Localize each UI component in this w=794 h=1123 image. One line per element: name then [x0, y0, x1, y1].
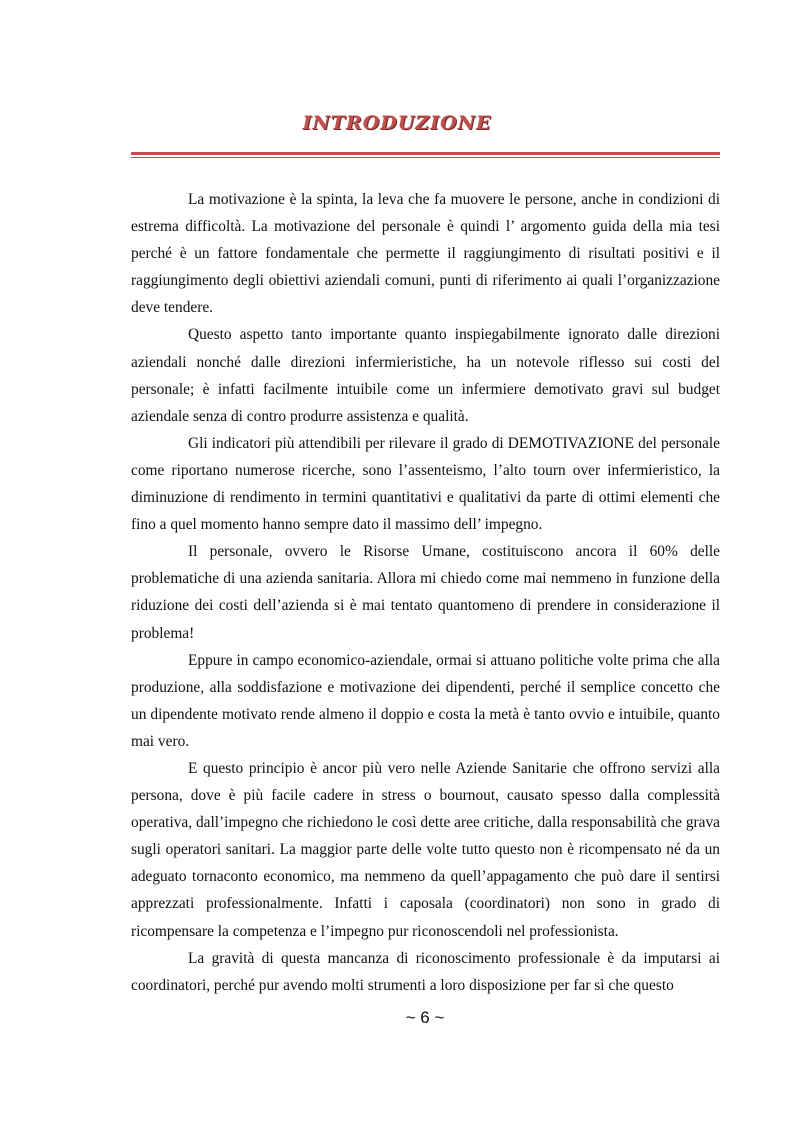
body-text	[131, 186, 720, 999]
paragraph: Il personale, ovvero le Risorse Umane, costituiscono ancora il 60% delle problematiche di una azienda sanitaria. Allora mi chiedo come mai nemmeno in funzione della riduzione dei costi dell’azienda si è mai tentato quantomeno di prendere in considerazione il problema!	[131, 543, 720, 642]
paragraph: La gravità di questa mancanza di riconoscimento professionale è da imputarsi ai coordinatori, perché pur avendo molti strumenti a loro disposizione per far sì che questo	[131, 949, 720, 994]
paragraph: Eppure in campo economico-aziendale, ormai si attuano politiche volte prima che alla produzione, alla soddisfazione e motivazione dei dipendenti, perché il semplice concetto che un dipendente motivato rende almeno il doppio e costa la metà è tanto ovvio e intuibile, quanto mai vero.	[131, 651, 720, 750]
title-underline-thin	[131, 157, 720, 158]
page-number: ~ 6 ~	[405, 1008, 445, 1027]
chapter-title: INTRODUZIONE	[302, 112, 492, 134]
paragraph: Gli indicatori più attendibili per rilevare il grado di DEMOTIVAZIONE del personale come riportano numerose ricerche, sono l’assenteismo, l’alto tourn over infermieristico, la diminuzione di rendimento in termini quantitativi e qualitativi da parte di ottimi elementi che fino a quel momento hanno sempre dato il massimo dell’ impegno.	[131, 434, 720, 534]
paragraph: La motivazione è la spinta, la leva che fa muovere le persone, anche in condizioni di estrema difficoltà. La motivazione del personale è quindi l’ argomento guida della mia tesi perché è un fattore fondamentale che permette il raggiungimento di risultati positivi e il raggiungimento degli obiettivi aziendali comuni, punti di riferimento ai quali l’organizzazione deve tendere.	[131, 191, 720, 317]
paragraph: E questo principio è ancor più vero nelle Aziende Sanitarie che offrono servizi alla persona, dove è più facile cadere in stress o bournout, causato spesso dalla complessità operativa, dall’impegno che richiedono le così dette aree critiche, dalla responsabilità che grava sugli operatori sanitari. La maggior parte delle volte tutto questo non è ricompensato né da un adeguato tornaconto economico, ma nemmeno da quell’appagamento che può dare il sentirsi apprezzati professionalmente. Infatti i caposala (coordinatori) non sono in grado di ricompensare la competenza e l’impegno pur riconoscendoli nel professionista.	[131, 759, 720, 940]
paragraph: Questo aspetto tanto importante quanto inspiegabilmente ignorato dalle direzioni aziendali nonché dalle direzioni infermieristiche, ha un notevole riflesso sui costi del personale; è infatti facilmente intuibile come un infermiere demotivato gravi sul budget aziendale senza di contro produrre assistenza e qualità.	[131, 326, 720, 425]
title-underline-thick	[131, 152, 720, 155]
